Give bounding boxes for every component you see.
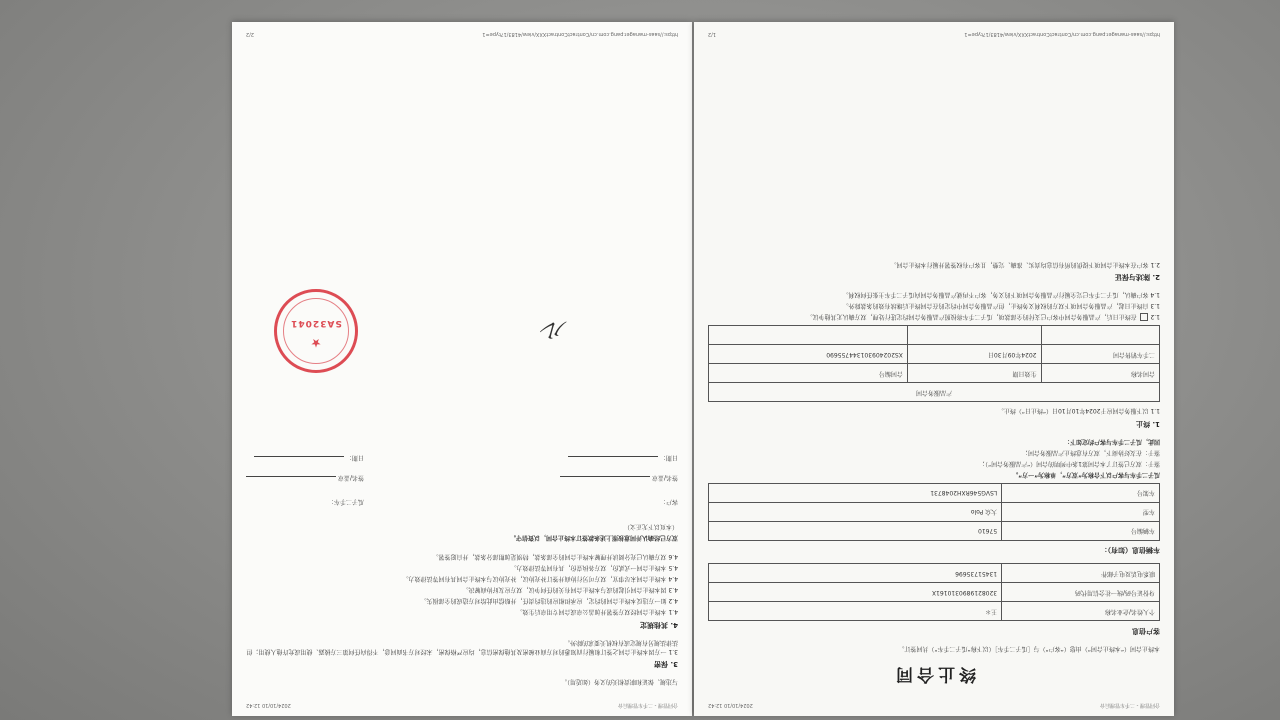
signature-block-customer bbox=[560, 454, 678, 507]
closing-statement: 双方已经确认并同意按照上述条款签订本终止合同，以资信守。 bbox=[509, 534, 678, 542]
clause-4-6: 4.6 双方确认已充分阅读并理解本终止合同的全部条款，特别是加粗部分条款，并自愿签署。 bbox=[432, 553, 678, 561]
section-1-title: 1. 终止 bbox=[1136, 420, 1160, 428]
table-row bbox=[709, 326, 1160, 345]
table-row: 个人姓名/企业名称 王＊ bbox=[709, 602, 1160, 621]
page-footer-number: 1/2 bbox=[708, 31, 717, 38]
clause-3-1: 3.1 一方因本终止合同之签订和履行而知悉的对方商业秘密及其他保密信息，均应严格保密，未经对方书面同意，不得向任何第三方披露、使用或允许他人使用；但法律法规另有规定或有权机关要求的除外。 bbox=[246, 639, 678, 655]
clause-4-3: 4.3 因本终止合同引起的或与本终止合同有关的任何争议，双方应友好协商解决。 bbox=[462, 586, 678, 594]
company-seal-stamp: ★ SA32041 bbox=[274, 289, 358, 373]
parties-note: 瓜子二手车与客户以下合称为“双方”，单称为“一方”。 bbox=[1012, 471, 1160, 478]
section-2-title: 2. 陈述与保证 bbox=[1115, 273, 1160, 282]
party-customer-label: 客户： bbox=[659, 498, 678, 506]
clause-1-1: 1.1 以下服务合同应于2024年10月10日（“终止日”）终止。 bbox=[997, 407, 1160, 415]
table-row: 二手车销售合同 2024年09月30日 XS20240930134475​5690 bbox=[709, 345, 1160, 364]
platform-sign-label: 签名/盖章 bbox=[337, 474, 364, 482]
table-row: 联系电话及电子邮件 13451735696 bbox=[709, 564, 1160, 583]
clause-4-4: 4.4 本终止合同未尽事宜，双方可另行协商并签订补充协议，补充协议与本终止合同具有同等法律效力。 bbox=[402, 575, 678, 583]
intro-line: 与违规、保证和职责相关的义务（如适用）。 bbox=[560, 678, 678, 686]
recital-2: 鉴于：在友好协商下，双方有意终止产品服务合同； bbox=[1021, 449, 1160, 456]
customer-info-table bbox=[708, 564, 1160, 622]
table-row: 产品服务合同 bbox=[709, 383, 1160, 402]
customer-date-label: 日期： bbox=[659, 454, 678, 462]
customer-date-line bbox=[568, 457, 658, 466]
platform-sign-line bbox=[246, 477, 336, 486]
table-row: 车型 大众 Polo bbox=[709, 503, 1160, 522]
closing-note: （本页以下无正文） bbox=[623, 523, 678, 531]
table-row: 合同名称 生效日期 合同编号 bbox=[709, 364, 1160, 383]
customer-sign-label: 签名/盖章 bbox=[651, 474, 678, 482]
table-row: 车辆编号 57610 bbox=[709, 522, 1160, 541]
platform-date-label: 日期： bbox=[345, 454, 364, 462]
page-header-date: 2024/10/10 12:42 bbox=[708, 702, 753, 708]
page-footer-url: https://saas-manager.pang.com.cn/ContractContractXXX/view/4183/1?type=1 bbox=[964, 31, 1160, 38]
clause-4-5: 4.5 本终止合同一式贰份，双方各执壹份，具有同等法律效力。 bbox=[510, 564, 678, 572]
recital-3: 因此，瓜子二手车与客户约定如下： bbox=[1063, 438, 1160, 445]
document-title: 终止合同 bbox=[892, 664, 976, 685]
section-4-title: 4. 其他规定 bbox=[640, 621, 678, 629]
clause-1-2: 1.2 在终止日后，产品服务合同中客户已支付的全部款项，瓜子二手车将按照产品服务合同约定进行处理，双方确认无其他争议。 bbox=[806, 313, 1160, 321]
clause-1-3: 1.3 自终止日起，产品服务合同项下双方的权利义务终止，但产品服务合同中约定的在合同终止后继续有效的条款除外。 bbox=[842, 302, 1160, 310]
clause-4-1: 4.1 本终止合同经双方签署并加盖公章或合同专用章后生效。 bbox=[516, 608, 678, 616]
platform-date-line bbox=[254, 457, 344, 466]
section-3-title: 3. 保密 bbox=[654, 660, 678, 669]
contract-page-1 bbox=[694, 22, 1174, 716]
clause-4-2: 4.2 如一方违反本终止合同的约定，应承担相应的违约责任，并赔偿由此给对方造成的全部损失。 bbox=[420, 597, 678, 605]
page-footer-number: 2/2 bbox=[246, 31, 255, 38]
customer-info-title: 客户信息 bbox=[1132, 627, 1160, 635]
document-intro: 本终止合同（“本终止合同”）由您（“客户”）与［瓜子二手车］（以下称“瓜子二手车”）共同签订。 bbox=[898, 645, 1160, 652]
table-row: 身份证号码/统一社会信用代码 32082198903101​61X bbox=[709, 583, 1160, 602]
product-contract-table bbox=[708, 326, 1160, 403]
recital-1: 鉴于：双方已签订了本合同第1条中列明的合同（“产品服务合同”）； bbox=[978, 460, 1160, 467]
clause-1-4: 1.4 客户确认，瓜子二手车已完全履行产品服务合同项下的义务，客户不再就产品服务合同向瓜子二手车主张任何权利。 bbox=[842, 291, 1160, 299]
page-footer-url: https://saas-manager.pang.com.cn/ContractContractXXX/view/4183/1?type=1 bbox=[482, 31, 678, 38]
page-header-date: 2024/10/10 12:42 bbox=[246, 702, 291, 708]
signature-block-platform bbox=[246, 454, 364, 507]
table-row: 车架号 LSVG546RXH2048731 bbox=[709, 484, 1160, 503]
contract-page-2 bbox=[232, 22, 692, 716]
party-platform-label: 瓜子二手车： bbox=[327, 498, 364, 506]
handwritten-signature: ル bbox=[541, 314, 568, 344]
clause-2-1: 2.1 客户在本终止合同项下提供的所有信息均真实、准确、完整，且客户有权签署并履行本终止合同。 bbox=[890, 261, 1160, 268]
page-header-title: 合同管理 - 二手车管理后台 bbox=[618, 702, 678, 708]
vehicle-info-title: 车辆信息（如有）： bbox=[1100, 546, 1160, 555]
vehicle-info-table bbox=[708, 483, 1160, 541]
page-header-title: 合同管理 - 二手车管理后台 bbox=[1100, 702, 1160, 708]
customer-sign-line bbox=[560, 477, 650, 486]
